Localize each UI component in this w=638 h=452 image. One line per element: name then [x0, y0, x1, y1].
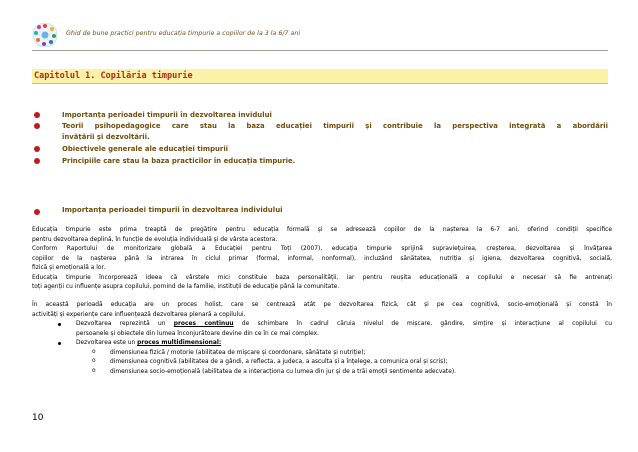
list-item-text: Principiile care stau la baza practicilor în educația timpurie.	[62, 157, 296, 165]
bullet-text: Dezvoltarea reprezintă un proces continuu de schimbare în cadrul căruia nivelul de mișcare, gândire, simțire și interacțiune al copilului cu	[76, 321, 612, 327]
paragraph-line: copiilor de la nașterea până la intrarea în ciclul primar (formal, informal, nonformal), incluzând sănătatea, nutriția și igiena, dezvoltarea cognitivă, socială,	[32, 255, 612, 262]
paragraph-line: activități și experiențe care influențează dezvoltarea plenară a copilului.	[32, 311, 246, 318]
list-item-text: Teorii psihopedagogice care stau la baza educației timpurii și contribuie la perspectiva integrată a abordării	[62, 122, 608, 130]
list-item-text: Importanța perioadei timpurii în dezvoltarea invidului	[62, 111, 272, 119]
page-number: 10	[32, 413, 44, 423]
header-divider	[32, 50, 608, 51]
sub-bullet-icon: o	[92, 358, 96, 364]
paragraph-line: Conform Raportului de monitorizare globală a Educației pentru Toți (2007), educația timpurie sprijină supraviețuirea, creșterea, dezvoltarea și învățarea	[32, 246, 612, 252]
sub-list-item: dimensiunea fizică / motorie (abilitatea de mișcare și coordonare, sănătate și nutriție);	[110, 349, 366, 356]
bullet-text-continuation: persoanele și obiectele din lumea înconjurătoare devine din ce în ce mai complex.	[76, 330, 320, 337]
list-item-text: Obiectivele generale ale educației timpurii	[62, 145, 229, 153]
sub-bullet-icon: o	[92, 367, 96, 374]
chapter-title: Capitolul 1. Copilăria timpurie	[34, 71, 193, 81]
bullet-icon	[58, 342, 61, 345]
bullet-icon	[58, 323, 61, 326]
paragraph-line: În această perioadă educația are un proces holist, care se centrează atât pe dezvoltarea fizică, cât și pe cea cognitivă, socio-emoțională și constă în	[32, 302, 612, 308]
guide-logo-icon	[32, 22, 58, 48]
bullet-text: Dezvoltarea este un proces multidimensional:	[76, 340, 222, 346]
paragraph-line: Educația timpurie încorporează ideea că vârstele mici constituie baza personalității, iar pentru reușita educațională a copilului e necesar să fie antrenați	[32, 274, 612, 281]
section-title: Importanța perioadei timpurii în dezvoltarea individului	[62, 206, 283, 214]
sub-bullet-icon: o	[92, 348, 96, 355]
paragraph-line: pentru dezvoltarea deplină, în funcție de evoluția individuală și de vârsta acestora.	[32, 236, 278, 243]
bullet-icon	[34, 123, 40, 129]
bullet-icon	[34, 158, 40, 164]
paragraph-line: Educația timpurie este prima treaptă de pregătire pentru educația formală și se adresează copiilor de la nașterea la 6-7 ani, oferind condiții specifice	[32, 227, 612, 233]
bullet-icon	[34, 209, 40, 215]
bullet-icon	[34, 112, 40, 118]
header-title: Ghid de bune practici pentru educația timpurie a copiilor de la 3 la 6/7 ani	[66, 30, 301, 37]
bullet-icon	[34, 146, 40, 152]
sub-list-item: dimensiunea cognitivă (abilitatea de a gândi, a reflecta, a judeca, a asculta și a înțelege, a comunica oral și scris);	[110, 359, 448, 365]
sub-list-item: dimensiunea socio-emoțională (abilitatea de a interacționa cu lumea din jur și de a trăi emoții sentimente adecvate).	[110, 368, 457, 375]
paragraph-line: toți agenții cu influențe asupra copilului, pornind de la familie, instituții de educație până la comunitate.	[32, 284, 340, 290]
paragraph-line: fizică și emoțională a lor.	[32, 265, 106, 271]
list-item-text: învățării și dezvoltării.	[62, 133, 150, 141]
chapter-banner	[32, 69, 608, 84]
section-heading	[32, 206, 608, 218]
page-header	[32, 22, 612, 52]
